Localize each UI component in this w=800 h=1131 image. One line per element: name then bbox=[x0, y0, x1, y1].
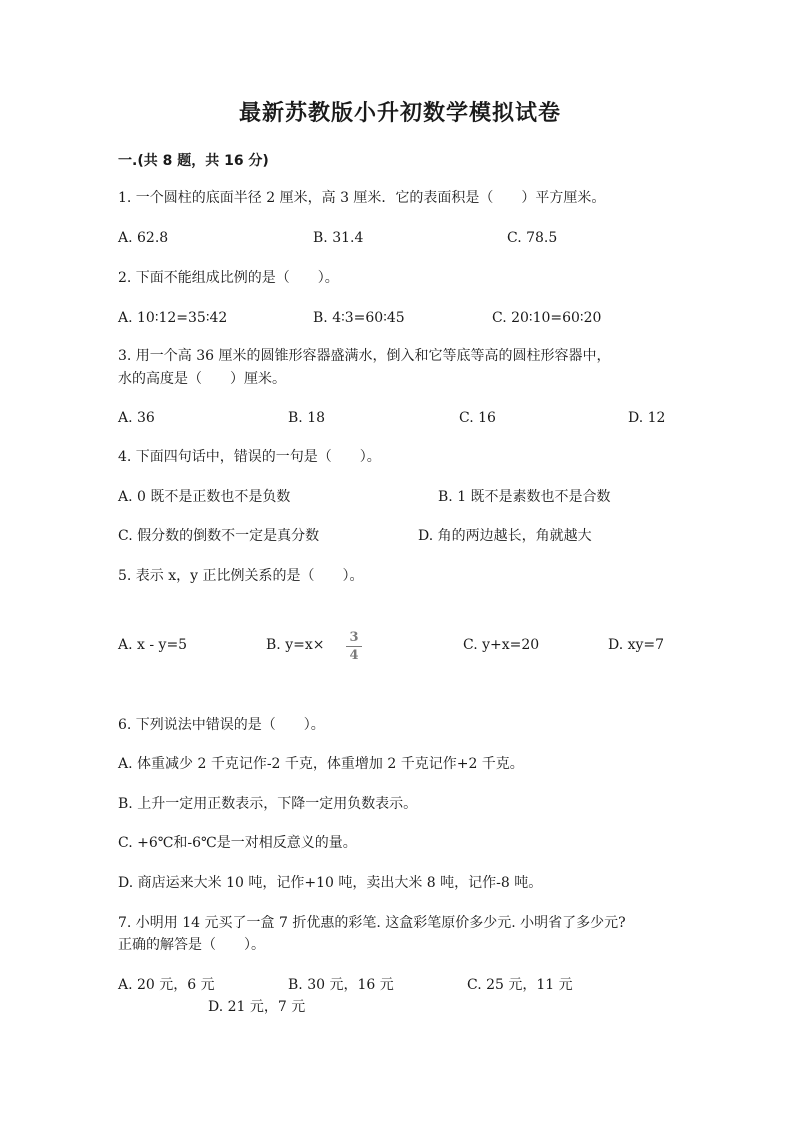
q5-option-d: D. xy=7 bbox=[608, 637, 665, 653]
question-1-text: 1. 一个圆柱的底面半径 2 厘米，高 3 厘米．它的表面积是（ ）平方厘米。 bbox=[118, 190, 606, 206]
q1-option-b: B. 31.4 bbox=[313, 230, 364, 246]
q6-option-a: A. 体重减少 2 千克记作-2 千克，体重增加 2 千克记作+2 千克。 bbox=[118, 756, 524, 772]
q2-option-b: B. 4∶3=60∶45 bbox=[313, 310, 405, 326]
q4-option-d: D. 角的两边越长，角就越大 bbox=[418, 528, 592, 544]
question-7-text-line-2: 正确的解答是（ ）。 bbox=[118, 937, 265, 953]
question-2-text: 2. 下面不能组成比例的是（ ）。 bbox=[118, 270, 339, 286]
q7-option-b: B. 30 元，16 元 bbox=[288, 977, 394, 993]
q5-fraction-numerator: 3 bbox=[349, 630, 359, 645]
q4-option-a: A. 0 既不是正数也不是负数 bbox=[118, 489, 291, 505]
q5-fraction bbox=[346, 630, 362, 663]
q3-option-d: D. 12 bbox=[628, 410, 666, 426]
question-3-text-line-2: 水的高度是（ ）厘米。 bbox=[118, 371, 286, 387]
question-7-text-line-1: 7. 小明用 14 元买了一盒 7 折优惠的彩笔. 这盒彩笔原价多少元. 小明省了多少元? bbox=[118, 915, 626, 931]
q7-option-c: C. 25 元，11 元 bbox=[467, 977, 573, 993]
q7-option-a: A. 20 元，6 元 bbox=[118, 977, 215, 993]
q4-option-b: B. 1 既不是素数也不是合数 bbox=[438, 489, 611, 505]
question-6-text: 6. 下列说法中错误的是（ ）。 bbox=[118, 717, 325, 733]
q3-option-b: B. 18 bbox=[288, 410, 326, 426]
q7-option-d: D. 21 元，7 元 bbox=[208, 999, 306, 1015]
question-3-text-line-1: 3. 用一个高 36 厘米的圆锥形容器盛满水，倒入和它等底等高的圆柱形容器中， bbox=[118, 348, 611, 364]
q1-option-c: C. 78.5 bbox=[507, 230, 558, 246]
q5-fraction-denominator: 4 bbox=[349, 648, 359, 663]
q1-option-a: A. 62.8 bbox=[118, 230, 169, 246]
page-title: 最新苏教版小升初数学模拟试卷 bbox=[238, 101, 561, 126]
question-5-text: 5. 表示 x，y 正比例关系的是（ ）。 bbox=[118, 568, 364, 584]
q6-option-b: B. 上升一定用正数表示，下降一定用负数表示。 bbox=[118, 796, 418, 812]
q6-option-d: D. 商店运来大米 10 吨，记作+10 吨，卖出大米 8 吨，记作-8 吨。 bbox=[118, 875, 543, 891]
q3-option-a: A. 36 bbox=[118, 410, 155, 426]
question-4-text: 4. 下面四句话中，错误的一句是（ ）。 bbox=[118, 449, 381, 465]
q4-option-c: C. 假分数的倒数不一定是真分数 bbox=[118, 528, 320, 544]
section-heading: 一.(共 8 题，共 16 分) bbox=[118, 153, 269, 169]
q5-option-b: B. y=x× bbox=[266, 637, 325, 653]
q6-option-c: C. +6℃和-6℃是一对相反意义的量。 bbox=[118, 835, 357, 851]
q2-option-c: C. 20∶10=60∶20 bbox=[492, 310, 602, 326]
q3-option-c: C. 16 bbox=[459, 410, 496, 426]
q5-option-c: C. y+x=20 bbox=[463, 637, 540, 653]
q5-fraction-bar bbox=[346, 646, 362, 647]
q5-option-a: A. x - y=5 bbox=[118, 637, 188, 653]
q2-option-a: A. 10∶12=35∶42 bbox=[118, 310, 228, 326]
